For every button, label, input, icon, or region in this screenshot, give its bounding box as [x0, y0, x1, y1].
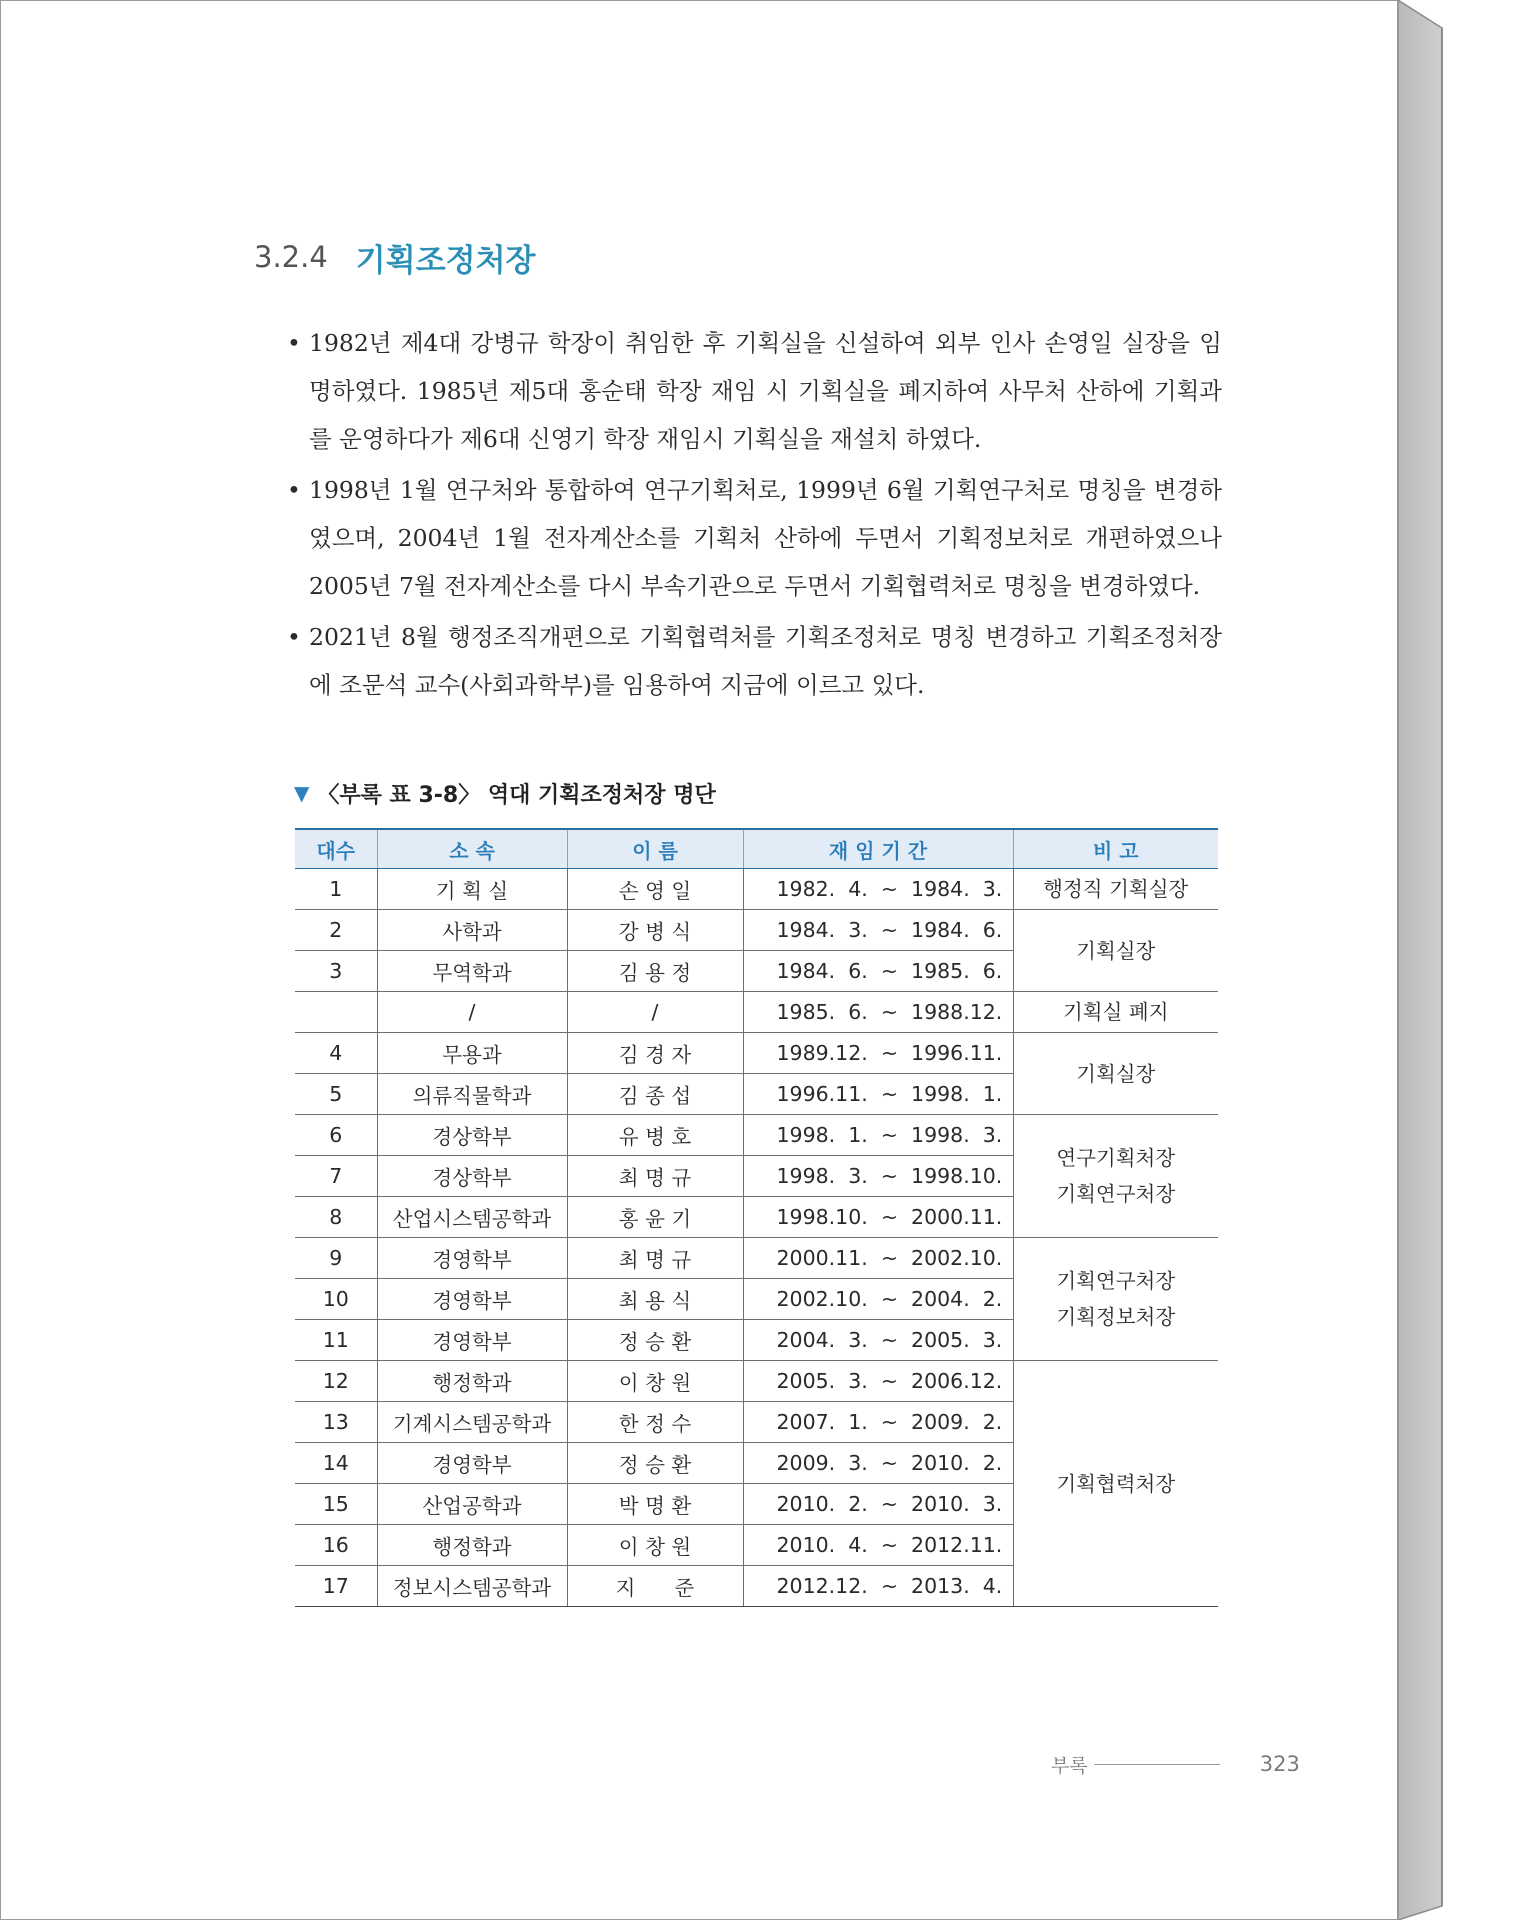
cell-department: 산업공학과	[377, 1484, 567, 1525]
cell-department: 무역학과	[377, 951, 567, 992]
page-footer	[1051, 1749, 1300, 1779]
cell-name: 박 명 환	[567, 1484, 743, 1525]
cell-name: 김 종 섭	[567, 1074, 743, 1115]
cell-name: 최 용 식	[567, 1279, 743, 1320]
footer-section-label: 부록	[1051, 1754, 1088, 1777]
paragraph-text: 2021년 8월 행정조직개편으로 기획협력처를 기획조정처로 명칭 변경하고 기획조정처장에 조문석 교수(사회과학부)를 임용하여 지금에 이르고 있다.	[309, 623, 1222, 699]
bullet-paragraph-1	[287, 319, 1222, 463]
page-stack-edge-graphic	[1398, 0, 1448, 1920]
bullet-marker: •	[287, 476, 301, 504]
header-name: 이 름	[567, 829, 743, 869]
cell-term: 10	[295, 1279, 377, 1320]
cell-name: 김 용 정	[567, 951, 743, 992]
cell-department: 의류직물학과	[377, 1074, 567, 1115]
cell-period: 1984. 3. ~ 1984. 6.	[743, 910, 1013, 951]
cell-term: 2	[295, 910, 377, 951]
cell-period: 2010. 4. ~ 2012.11.	[743, 1525, 1013, 1566]
cell-term: 12	[295, 1361, 377, 1402]
note-line: 행정직 기획실장	[1043, 877, 1189, 901]
cell-term: 9	[295, 1238, 377, 1279]
cell-period: 1989.12. ~ 1996.11.	[743, 1033, 1013, 1074]
table-header-row	[295, 829, 1218, 869]
cell-note	[1013, 1238, 1218, 1361]
cell-name: 정 승 환	[567, 1320, 743, 1361]
cell-note	[1013, 992, 1218, 1033]
cell-term: 1	[295, 869, 377, 910]
cell-department: 경상학부	[377, 1156, 567, 1197]
cell-department: 산업시스템공학과	[377, 1197, 567, 1238]
cell-name: 유 병 호	[567, 1115, 743, 1156]
cell-name: 최 명 규	[567, 1238, 743, 1279]
cell-term: 17	[295, 1566, 377, 1607]
cell-note	[1013, 1033, 1218, 1115]
table-caption-text: 〈부록 표 3-8〉 역대 기획조정처장 명단	[317, 782, 716, 808]
cell-name: 홍 윤 기	[567, 1197, 743, 1238]
cell-period: 1984. 6. ~ 1985. 6.	[743, 951, 1013, 992]
cell-name: 손 영 일	[567, 869, 743, 910]
cell-period: 2012.12. ~ 2013. 4.	[743, 1566, 1013, 1607]
cell-term: 6	[295, 1115, 377, 1156]
cell-name: 정 승 환	[567, 1443, 743, 1484]
cell-department: /	[377, 992, 567, 1033]
header-note: 비 고	[1013, 829, 1218, 869]
cell-period: 2002.10. ~ 2004. 2.	[743, 1279, 1013, 1320]
table-row	[295, 869, 1218, 910]
note-line: 기획실 폐지	[1062, 1000, 1169, 1024]
cell-term: 5	[295, 1074, 377, 1115]
paragraph-text: 1998년 1월 연구처와 통합하여 연구기획처로, 1999년 6월 기획연구처로 명칭을 변경하였으며, 2004년 1월 전자계산소를 기획처 산하에 두면서 기획정보처로 개편하였으나 2005년 7월 전자계산소를 다시 부속기관으로 두면서 기획협력처로 명칭을 변경하였다.	[309, 476, 1222, 600]
cell-term	[295, 992, 377, 1033]
cell-period: 2004. 3. ~ 2005. 3.	[743, 1320, 1013, 1361]
table-caption	[294, 775, 716, 811]
cell-term: 3	[295, 951, 377, 992]
table-row	[295, 1033, 1218, 1074]
cell-department: 경영학부	[377, 1238, 567, 1279]
note-line: 기획실장	[1076, 938, 1156, 963]
bullet-marker: •	[287, 329, 301, 357]
cell-period: 1998. 3. ~ 1998.10.	[743, 1156, 1013, 1197]
cell-department: 기 획 실	[377, 869, 567, 910]
table-row	[295, 992, 1218, 1033]
cell-name: 지 준	[567, 1566, 743, 1607]
cell-term: 7	[295, 1156, 377, 1197]
cell-note	[1013, 910, 1218, 992]
cell-note	[1013, 1361, 1218, 1607]
cell-note	[1013, 1115, 1218, 1238]
page-stack-edge	[1398, 0, 1448, 1920]
header-department: 소 속	[377, 829, 567, 869]
cell-term: 8	[295, 1197, 377, 1238]
cell-period: 2010. 2. ~ 2010. 3.	[743, 1484, 1013, 1525]
note-line: 기획연구처장	[1056, 1182, 1176, 1206]
bullet-marker: •	[287, 623, 301, 651]
bullet-list	[287, 319, 1222, 712]
section-title: 기획조정처장	[355, 242, 536, 279]
cell-term: 11	[295, 1320, 377, 1361]
cell-department: 기계시스템공학과	[377, 1402, 567, 1443]
page-number: 323	[1259, 1752, 1300, 1776]
directors-table	[295, 828, 1218, 1607]
cell-department: 경영학부	[377, 1279, 567, 1320]
cell-period: 2007. 1. ~ 2009. 2.	[743, 1402, 1013, 1443]
paragraph-text: 1982년 제4대 강병규 학장이 취임한 후 기획실을 신설하여 외부 인사 손영일 실장을 임명하였다. 1985년 제5대 홍순태 학장 재임 시 기획실을 폐지하여 사무처 산하에 기획과를 운영하다가 제6대 신영기 학장 재임시 기획실을 재설치 하였다.	[309, 329, 1222, 453]
note-line: 연구기획처장	[1056, 1146, 1176, 1170]
section-number: 3.2.4	[254, 240, 328, 274]
table-row	[295, 910, 1218, 951]
cell-department: 경상학부	[377, 1115, 567, 1156]
header-period: 재 임 기 간	[743, 829, 1013, 869]
cell-department: 사학과	[377, 910, 567, 951]
cell-department: 경영학부	[377, 1443, 567, 1484]
cell-name: 한 정 수	[567, 1402, 743, 1443]
cell-period: 2009. 3. ~ 2010. 2.	[743, 1443, 1013, 1484]
cell-department: 행정학과	[377, 1525, 567, 1566]
cell-term: 14	[295, 1443, 377, 1484]
note-line: 기획연구처장	[1056, 1269, 1176, 1293]
cell-term: 16	[295, 1525, 377, 1566]
cell-department: 무용과	[377, 1033, 567, 1074]
cell-name: /	[567, 992, 743, 1033]
cell-period: 1996.11. ~ 1998. 1.	[743, 1074, 1013, 1115]
cell-department: 행정학과	[377, 1361, 567, 1402]
bullet-paragraph-2	[287, 466, 1222, 610]
cell-department: 정보시스템공학과	[377, 1566, 567, 1607]
table-body	[295, 869, 1218, 1607]
cell-term: 13	[295, 1402, 377, 1443]
section-heading	[254, 237, 535, 277]
note-line: 기획정보처장	[1056, 1305, 1176, 1329]
cell-name: 최 명 규	[567, 1156, 743, 1197]
note-line: 기획협력처장	[1056, 1471, 1176, 1496]
cell-period: 1985. 6. ~ 1988.12.	[743, 992, 1013, 1033]
footer-rule	[1094, 1764, 1220, 1765]
triangle-down-icon: ▼	[294, 781, 310, 805]
cell-period: 1998. 1. ~ 1998. 3.	[743, 1115, 1013, 1156]
cell-period: 1998.10. ~ 2000.11.	[743, 1197, 1013, 1238]
cell-note	[1013, 869, 1218, 910]
cell-period: 2000.11. ~ 2002.10.	[743, 1238, 1013, 1279]
cell-period: 1982. 4. ~ 1984. 3.	[743, 869, 1013, 910]
table-row	[295, 1361, 1218, 1402]
cell-name: 강 병 식	[567, 910, 743, 951]
header-term: 대수	[295, 829, 377, 869]
cell-department: 경영학부	[377, 1320, 567, 1361]
cell-name: 이 창 원	[567, 1525, 743, 1566]
cell-term: 15	[295, 1484, 377, 1525]
cell-period: 2005. 3. ~ 2006.12.	[743, 1361, 1013, 1402]
cell-name: 김 경 자	[567, 1033, 743, 1074]
note-line: 기획실장	[1076, 1061, 1156, 1086]
bullet-paragraph-3	[287, 613, 1222, 709]
cell-name: 이 창 원	[567, 1361, 743, 1402]
table-row	[295, 1238, 1218, 1279]
table-row	[295, 1115, 1218, 1156]
cell-term: 4	[295, 1033, 377, 1074]
